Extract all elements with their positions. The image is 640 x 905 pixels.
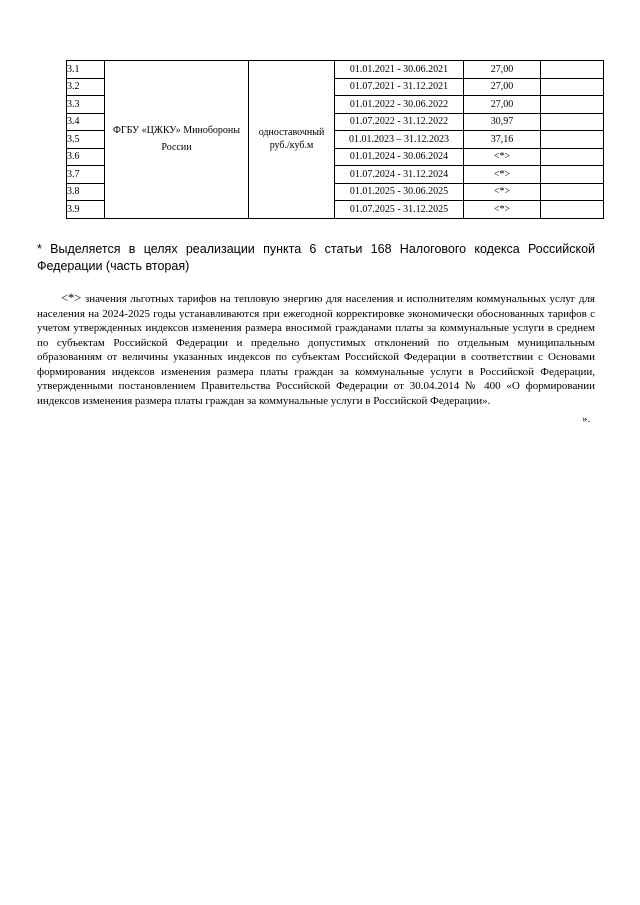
closing-quote: ». — [582, 413, 591, 425]
organization-name: ФГБУ «ЦЖКУ» Минобороны России — [105, 61, 249, 219]
empty-cell — [541, 78, 604, 96]
tariff-value: 27,00 — [464, 61, 541, 79]
footnote-text: значения льготных тарифов на тепловую энергию для населения и исполнителям коммунальных услуг для населения на 2024-2025 годы устанавливаются при ежегодной корректировке экономически обоснованных тарифов с учетом утвержденных индексов изменения размера вносимой гражданами платы за коммунальные услуги в среднем по субъектам Российской Федерации и предельно допустимых отклонений по отдельным муниципальным образованиям от величины указанных индексов по субъектам Российской Федерации в соответствии с Основами формирования индексов изменения размера платы граждан за коммунальные услуги в Российской Федерации, утвержденными постановлением Правительства Российской Федерации от 30.04.2014 № 400 «О формировании индексов изменения размера платы граждан за коммунальные услуги в Российской Федерации». — [37, 293, 595, 407]
row-number: 3.7 — [67, 166, 105, 184]
row-number: 3.6 — [67, 148, 105, 166]
tariff-value: 30,97 — [464, 113, 541, 131]
empty-cell — [541, 148, 604, 166]
period-cell: 01.07.2022 - 31.12.2022 — [335, 113, 464, 131]
empty-cell — [541, 183, 604, 201]
row-number: 3.9 — [67, 201, 105, 219]
tariff-value: <*> — [464, 201, 541, 219]
footnote-mark: <*> — [61, 291, 82, 305]
empty-cell — [541, 61, 604, 79]
tariff-value: <*> — [464, 148, 541, 166]
period-cell: 01.07.2021 - 31.12.2021 — [335, 78, 464, 96]
footnote-paragraph — [37, 291, 595, 408]
empty-cell — [541, 201, 604, 219]
tariff-table — [66, 60, 604, 219]
period-cell: 01.01.2023 – 31.12.2023 — [335, 131, 464, 149]
empty-cell — [541, 131, 604, 149]
tariff-value: 37,16 — [464, 131, 541, 149]
empty-cell — [541, 96, 604, 114]
period-cell: 01.07.2024 - 31.12.2024 — [335, 166, 464, 184]
period-cell: 01.01.2022 - 30.06.2022 — [335, 96, 464, 114]
row-number: 3.1 — [67, 61, 105, 79]
tariff-value: 27,00 — [464, 78, 541, 96]
empty-cell — [541, 113, 604, 131]
row-number: 3.8 — [67, 183, 105, 201]
row-number: 3.4 — [67, 113, 105, 131]
row-number: 3.2 — [67, 78, 105, 96]
table-row — [67, 61, 604, 79]
row-number: 3.3 — [67, 96, 105, 114]
row-number: 3.5 — [67, 131, 105, 149]
footnote-star: * Выделяется в целях реализации пункта 6 статьи 168 Налогового кодекса Российской Федерации (часть вторая) — [37, 242, 595, 273]
tariff-value: 27,00 — [464, 96, 541, 114]
period-cell: 01.01.2025 - 30.06.2025 — [335, 183, 464, 201]
period-cell: 01.01.2024 - 30.06.2024 — [335, 148, 464, 166]
period-cell: 01.07.2025 - 31.12.2025 — [335, 201, 464, 219]
tariff-unit: одноставочный руб./куб.м — [249, 61, 335, 219]
tariff-value: <*> — [464, 166, 541, 184]
tariff-value: <*> — [464, 183, 541, 201]
empty-cell — [541, 166, 604, 184]
period-cell: 01.01.2021 - 30.06.2021 — [335, 61, 464, 79]
